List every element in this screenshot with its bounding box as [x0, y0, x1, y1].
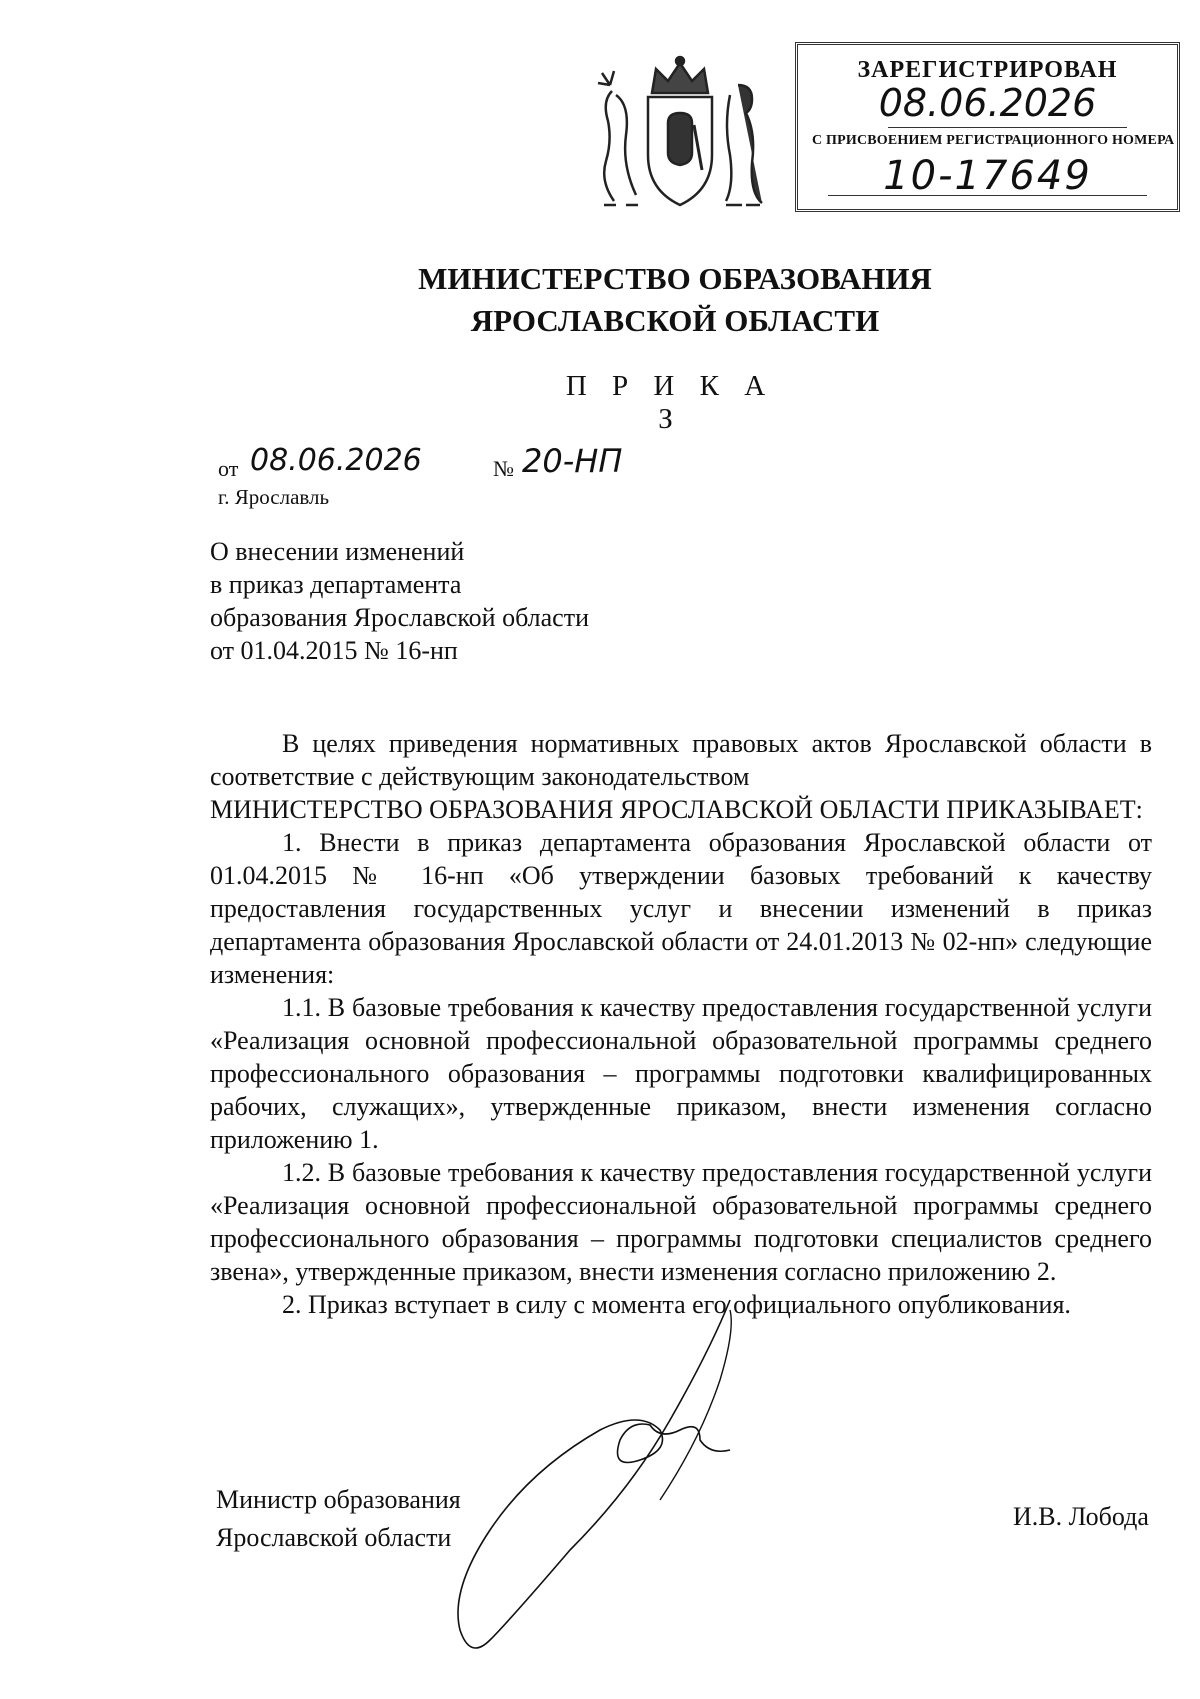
ordering-clause: МИНИСТЕРСТВО ОБРАЗОВАНИЯ ЯРОСЛАВСКОЙ ОБЛАСТИ ПРИКАЗЫВАЕТ: [210, 795, 1143, 824]
stamp-registration-number: 10-17649 [883, 153, 1092, 199]
ministry-heading-line1: МИНИСТЕРСТВО ОБРАЗОВАНИЯ [418, 261, 932, 296]
ministry-heading [300, 258, 1050, 342]
clause-2: 2. Приказ вступает в силу с момента его официального опубликования. [282, 1290, 1071, 1319]
stamp-divider [888, 127, 1127, 128]
stamp-divider [828, 195, 1147, 196]
stamp-date: 08.06.2026 [878, 81, 1097, 125]
order-number: 20-НП [522, 442, 623, 480]
clause-1-2: 1.2. В базовые требования к качеству предоставления государственной услуги «Реализация основной профессиональной образовательной программы среднего профессионального образования – программы подготовки специалистов среднего звена», утвержденные приказом, внести изменения согласно приложению 2. [210, 1158, 1152, 1286]
signatory-name: И.В. Лобода [1013, 1502, 1149, 1531]
stamp-title: ЗАРЕГИСТРИРОВАН [857, 57, 1118, 83]
handwritten-signature [430, 1290, 790, 1660]
order-subject [210, 535, 589, 667]
signatory-title-line: Ярославской области [216, 1523, 452, 1552]
subject-line: в приказ департамента [210, 570, 462, 599]
clause-1-1: 1.1. В базовые требования к качеству предоставления государственной услуги «Реализация основной профессиональной образовательной программы среднего профессионального образования – программы подготовки квалифицированных рабочих, служащих», утвержденные приказом, внести изменения согласно приложению 1. [210, 993, 1152, 1154]
document-type-title: П Р И К А З [565, 370, 775, 435]
date-label: от [218, 456, 239, 481]
number-label: № [493, 456, 514, 481]
subject-line: образования Ярославской области [210, 603, 589, 632]
signatory-title-line: Министр образования [216, 1485, 461, 1514]
stamp-subtitle: С ПРИСВОЕНИЕМ РЕГИСТРАЦИОННОГО НОМЕРА [812, 133, 1175, 148]
coat-of-arms-emblem [590, 55, 770, 220]
order-date: 08.06.2026 [250, 443, 422, 478]
registration-stamp [795, 42, 1180, 212]
preamble-paragraph: В целях приведения нормативных правовых актов Ярославской области в соответствие с действующим законодательством [210, 729, 1152, 791]
clause-1: 1. Внести в приказ департамента образования Ярославской области от 01.04.2015 № 16-нп «Об утверждении базовых требований к качеству предоставления государственных услуг и внесении изменений в приказ департамента образования Ярославской области от 24.01.2013 № 02-нп» следующие изменения: [210, 828, 1152, 989]
ministry-heading-line2: ЯРОСЛАВСКОЙ ОБЛАСТИ [470, 303, 880, 338]
signatory-title [216, 1481, 461, 1557]
order-body [210, 727, 1152, 1321]
subject-line: О внесении изменений [210, 537, 465, 566]
city-label: г. Ярославль [218, 485, 330, 509]
subject-line: от 01.04.2015 № 16-нп [210, 636, 458, 665]
